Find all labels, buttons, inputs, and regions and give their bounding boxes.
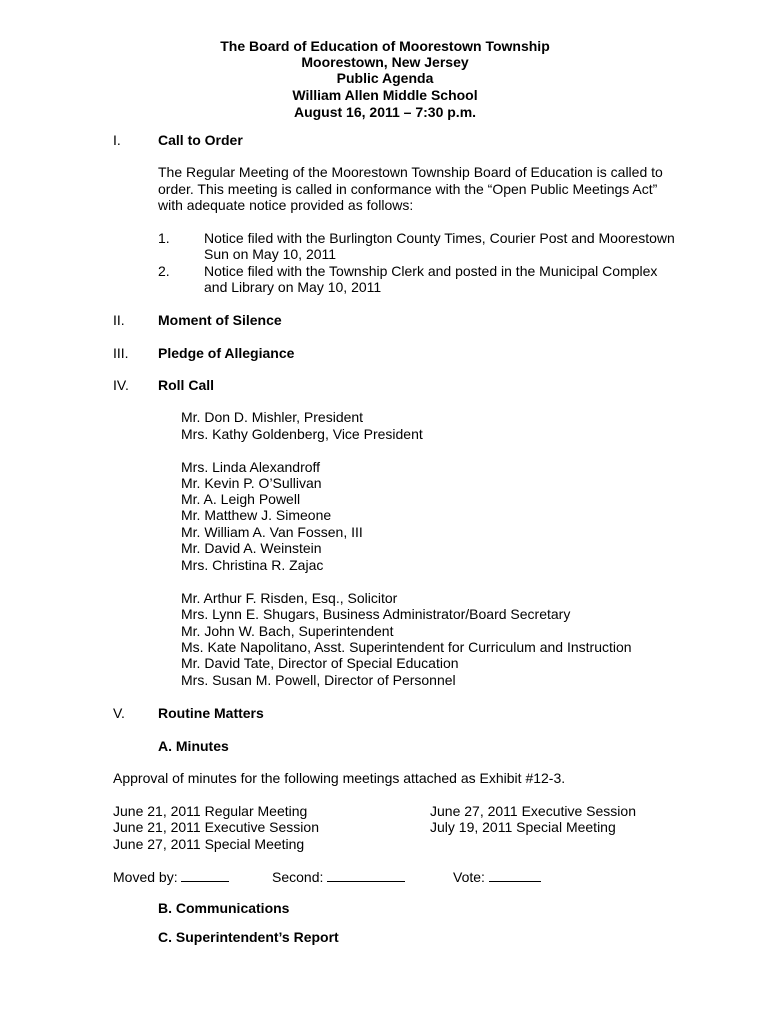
minutes-meeting-left: June 21, 2011 Regular Meeting (113, 803, 308, 819)
moved-by-label: Moved by: (113, 869, 178, 885)
notice-1-line-1: Notice filed with the Burlington County Times, Courier Post and Moorestown (204, 230, 675, 246)
roll-member: Mr. David A. Weinstein (181, 540, 322, 556)
roll-officer: Mr. Don D. Mishler, President (181, 409, 364, 425)
vote-blank (489, 869, 541, 882)
roll-staff: Mr. David Tate, Director of Special Education (181, 655, 459, 671)
subsection-minutes-title: A. Minutes (158, 738, 229, 754)
roll-staff: Mrs. Lynn E. Shugars, Business Administrator/Board Secretary (181, 606, 571, 622)
section-5-number: V. (113, 705, 125, 721)
section-3-number: III. (113, 345, 129, 361)
roll-staff: Ms. Kate Napolitano, Asst. Superintendent for Curriculum and Instruction (181, 639, 632, 655)
subsection-communications-title: B. Communications (158, 900, 290, 916)
notice-2-line-1: Notice filed with the Township Clerk and posted in the Municipal Complex (204, 263, 658, 279)
second-blank (327, 869, 405, 882)
roll-officer: Mrs. Kathy Goldenberg, Vice President (181, 426, 423, 442)
roll-member: Mr. A. Leigh Powell (181, 491, 301, 507)
second-label: Second: (272, 869, 324, 885)
second-field (272, 869, 405, 885)
call-to-order-text-line-1: The Regular Meeting of the Moorestown Township Board of Education is called to (158, 164, 663, 180)
subsection-superintendent-report-title: C. Superintendent’s Report (158, 929, 339, 945)
roll-staff: Mr. Arthur F. Risden, Esq., Solicitor (181, 590, 398, 606)
call-to-order-text-line-2: order. This meeting is called in conformance with the “Open Public Meetings Act” (158, 181, 658, 197)
section-5-title: Routine Matters (158, 705, 264, 721)
roll-staff: Mr. John W. Bach, Superintendent (181, 623, 394, 639)
roll-member: Mrs. Christina R. Zajac (181, 557, 324, 573)
section-3-title: Pledge of Allegiance (158, 345, 295, 361)
header-document-type: Public Agenda (336, 70, 434, 86)
roll-member: Mr. William A. Van Fossen, III (181, 524, 363, 540)
minutes-approval-text: Approval of minutes for the following meetings attached as Exhibit #12-3. (113, 770, 566, 786)
header-venue: William Allen Middle School (292, 87, 478, 103)
minutes-meeting-left: June 21, 2011 Executive Session (113, 819, 319, 835)
section-2-number: II. (113, 312, 125, 328)
notice-1-number: 1. (158, 230, 170, 246)
vote-label: Vote: (453, 869, 485, 885)
minutes-meeting-right: June 27, 2011 Executive Session (430, 803, 636, 819)
section-2-title: Moment of Silence (158, 312, 282, 328)
call-to-order-text-line-3: with adequate notice provided as follows: (158, 197, 414, 213)
minutes-meeting-right: July 19, 2011 Special Meeting (430, 819, 616, 835)
section-4-number: IV. (113, 377, 129, 393)
moved-by-field (113, 869, 229, 885)
section-1-title: Call to Order (158, 132, 243, 148)
notice-2-line-2: and Library on May 10, 2011 (204, 279, 382, 295)
section-4-title: Roll Call (158, 377, 215, 393)
notice-2-number: 2. (158, 263, 170, 279)
vote-field (453, 869, 541, 885)
roll-member: Mr. Matthew J. Simeone (181, 507, 332, 523)
header-board-name: The Board of Education of Moorestown Township (220, 38, 550, 54)
section-1-number: I. (113, 132, 121, 148)
roll-member: Mrs. Linda Alexandroff (181, 459, 321, 475)
header-date-time: August 16, 2011 – 7:30 p.m. (293, 104, 477, 120)
moved-by-blank (181, 869, 229, 882)
roll-member: Mr. Kevin P. O’Sullivan (181, 475, 322, 491)
roll-staff: Mrs. Susan M. Powell, Director of Personnel (181, 672, 456, 688)
header-location: Moorestown, New Jersey (301, 54, 469, 70)
minutes-meeting-left: June 27, 2011 Special Meeting (113, 836, 305, 852)
notice-1-line-2: Sun on May 10, 2011 (204, 246, 337, 262)
